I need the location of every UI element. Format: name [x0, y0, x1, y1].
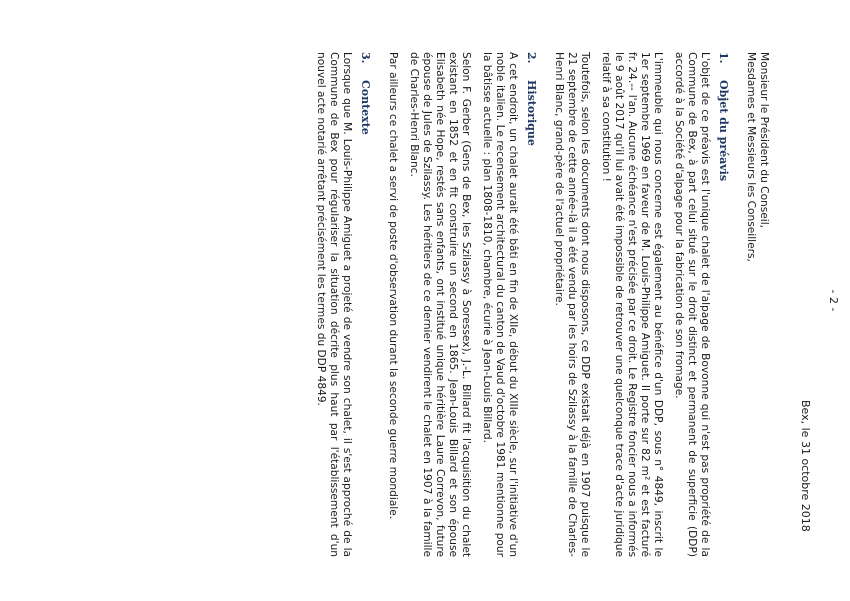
paragraph: Toutefois, selon les documents dont nous disposons, ce DDP existait déjà en 1907 puisque le 21 septembre de cette année-là il a été vendu par les hoirs de Szilassy à la famille de Charles-Henri Blanc, grand-père de l'actuel propriétaire.	[553, 52, 591, 557]
section-number: 2.	[525, 52, 538, 64]
section-heading-contexte	[359, 52, 372, 557]
salutation-line: Monsieur le Président du Conseil,	[758, 52, 770, 229]
document-body	[306, 52, 770, 557]
section-number: 3.	[359, 52, 372, 64]
section-title: Contexte	[359, 80, 372, 135]
section-title: Historique	[525, 80, 538, 146]
paragraph: Par ailleurs ce chalet a servi de poste d'observation durant la seconde guerre mondiale.	[387, 52, 399, 520]
page-number: - 2 -	[827, 289, 840, 312]
paragraph: L'objet de ce préavis est l'unique chalet de l'alpage de Bovonne qui n'est pas propriété de la Commune de Bex, à part celui situé sur le droit distinct et permanent de superficie (DDP) accordé à la Société d'alpage pour la fabrication de son fromage.	[673, 52, 711, 557]
paragraph: A cet endroit, un chalet aurait été bâti en fin de XIIe, début du XIIIe siècle, sur l'initiative d'un noble italien. Le recensement architectural du canton de Vaud d'octobre 1981 mentionne pour la bâtisse actuelle : plan 1808-1810, chambre, écurie à Jean-Louis Billard.	[481, 52, 519, 557]
section-heading-historique	[525, 52, 538, 557]
document-date: Bex, le 31 octobre 2018	[799, 400, 812, 532]
section-number: 1.	[717, 52, 730, 64]
salutation-line: Mesdames et Messieurs les Conseillers,	[745, 52, 757, 262]
salutation	[744, 52, 770, 557]
paragraph: L'immeuble qui nous concerne est également au bénéfice d'un DDP, sous n° 4849, inscrit le 1er septembre 1969 en faveur de M. Louis-Philippe Amiguet. Il porte sur 82 m² et est facturé fr. 24.-- l'an. Aucune échéance n'est précisée par ce droit. Le Registre foncier nous a informés le 9 août 2017 qu'il lui avait été impossible de retrouver une quelconque trace d'acte juridique relatif à sa constitution !	[600, 52, 664, 557]
section-heading-objet	[717, 52, 730, 557]
paragraph: Lorsque que M. Louis-Philippe Amiguet a projeté de vendre son chalet, il s'est approché de la Commune de Bex pour régulariser la situation décrite plus haut par l'établissement d'un nouvel acte notarié arrêtant précisément les termes du DDP 4849.	[315, 52, 353, 557]
paragraph: Selon F. Gerber (Gens de Bex, les Szilassy à Soressex), J.-L. Billard fit l'acquisition du chalet existant en 1852 et en fit construire un second en 1865. Jean-Louis Billard et son épouse Elisabeth née Hope, restés sans enfants, ont institué unique héritière Laure Correvon, future épouse de Jules de Szilassy. Les héritiers de ce dernier vendirent le chalet en 1907 à la famille de Charles-Henri Blanc.	[408, 52, 472, 557]
section-title: Objet du préavis	[717, 80, 730, 182]
